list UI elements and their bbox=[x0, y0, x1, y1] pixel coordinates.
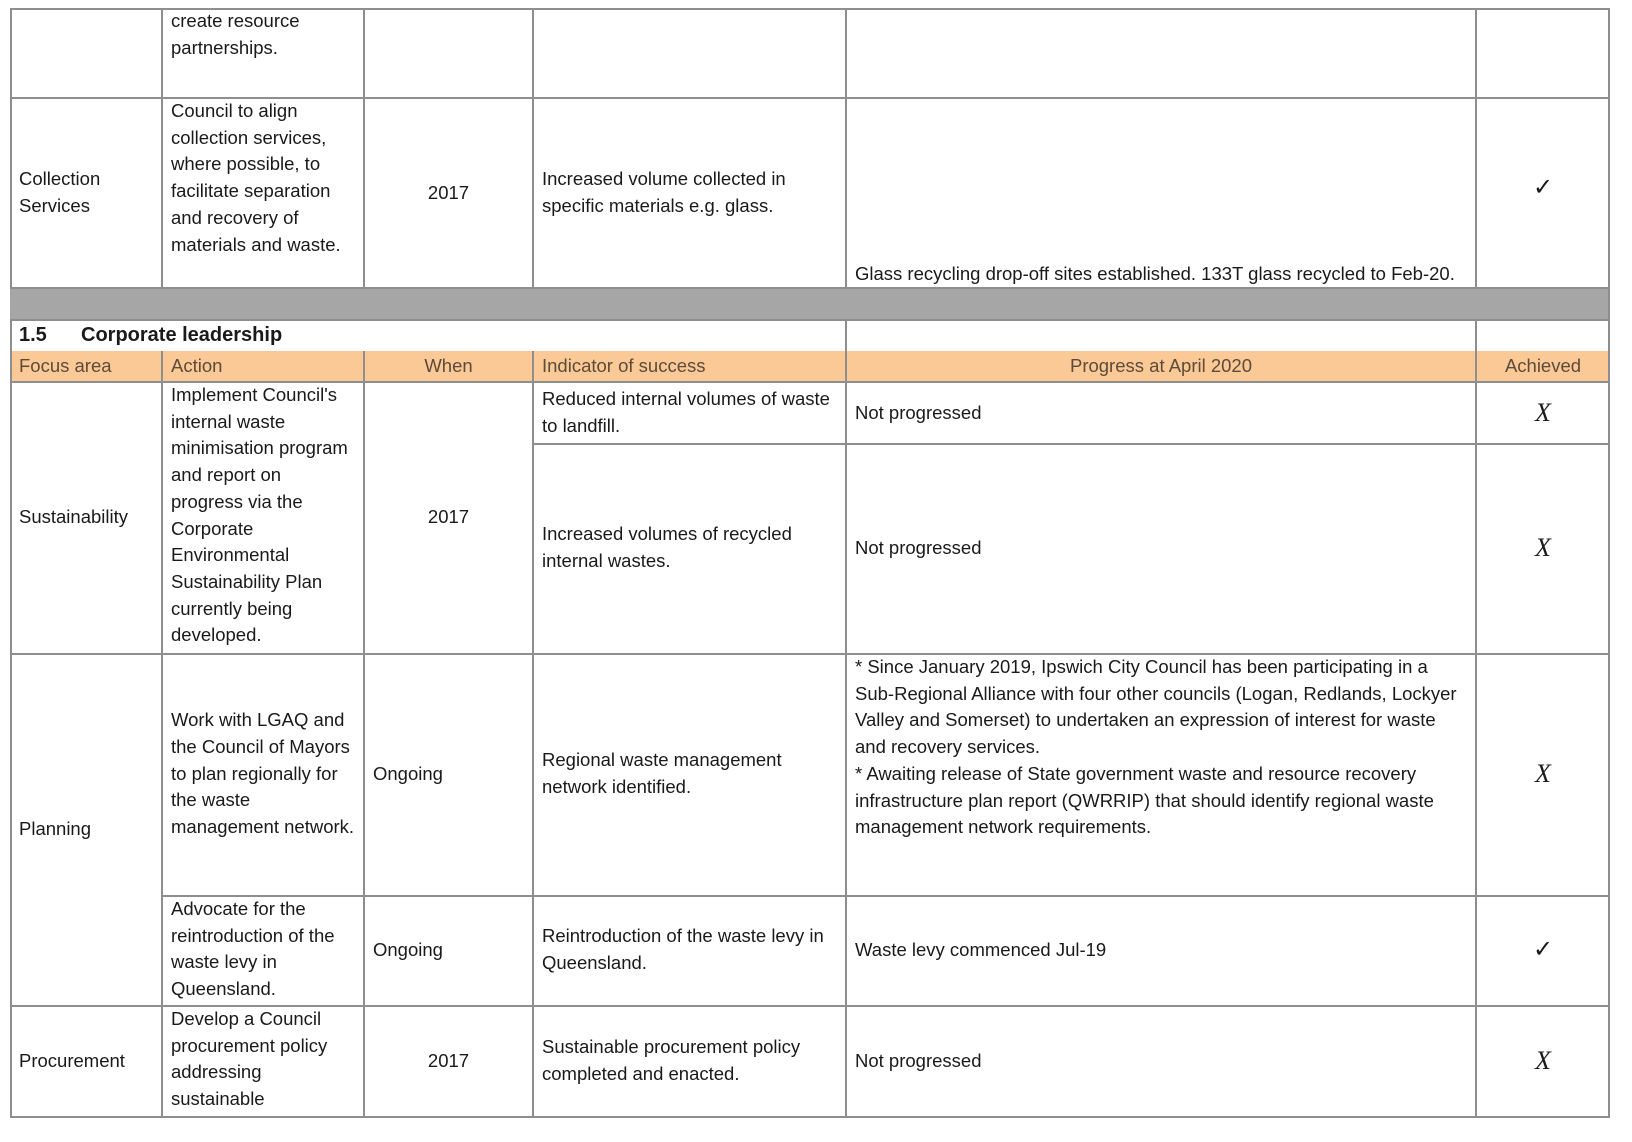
section-separator bbox=[10, 288, 1610, 320]
grid-line bbox=[845, 319, 847, 1118]
header-focus bbox=[10, 351, 162, 382]
top-row-action-text: create resource partnerships. bbox=[171, 10, 300, 58]
procurement-focus-text: Procurement bbox=[19, 1049, 125, 1071]
planning-indicator-2 bbox=[533, 896, 846, 1004]
grid-line bbox=[10, 319, 12, 1118]
action-plan-table bbox=[10, 8, 1610, 1120]
planning-focus-text: Planning bbox=[19, 817, 92, 839]
planning-when-2-text: Ongoing bbox=[373, 938, 443, 960]
grid-line bbox=[532, 8, 534, 288]
planning-progress-2-text: * Awaiting release of State government waste and resource recovery infrastructure plan report (QWRRIP) that should identify regional waste management network requirements. bbox=[855, 762, 1434, 838]
planning-action-1-text: Work with LGAQ and the Council of Mayors to plan regionally for the waste management network. bbox=[171, 709, 355, 838]
planning-focus bbox=[10, 654, 162, 1004]
planning-indicator-1 bbox=[533, 654, 846, 894]
header-indicator bbox=[533, 351, 846, 382]
collection-achieved bbox=[1476, 98, 1610, 288]
sustainability-indicator-2-text: Increased volumes of recycled internal wastes. bbox=[542, 523, 792, 571]
collection-progress bbox=[846, 98, 1476, 288]
header-achieved-text: Achieved bbox=[1504, 355, 1582, 377]
grid-line bbox=[363, 8, 365, 288]
collection-indicator-text: Increased volume collected in specific materials e.g. glass. bbox=[542, 168, 786, 216]
grid-line bbox=[1475, 8, 1477, 288]
collection-when-text: 2017 bbox=[427, 181, 470, 203]
procurement-progress-text: Not progressed bbox=[855, 1049, 982, 1071]
header-when bbox=[364, 351, 533, 382]
sustainability-progress-2-text: Not progressed bbox=[855, 536, 982, 558]
procurement-focus bbox=[10, 1006, 162, 1116]
procurement-when bbox=[364, 1006, 533, 1116]
grid-line bbox=[161, 351, 163, 1118]
sustainability-focus bbox=[10, 382, 162, 652]
planning-when-1-text: Ongoing bbox=[373, 762, 443, 784]
collection-when bbox=[364, 98, 533, 288]
sustainability-achieved-2 bbox=[1476, 444, 1610, 652]
checkmark-icon: ✓ bbox=[1532, 935, 1554, 963]
sustainability-indicator-1 bbox=[533, 382, 846, 444]
grid-line bbox=[363, 351, 365, 1118]
procurement-action-text: Develop a Council procurement policy addressing sustainable bbox=[171, 1008, 328, 1110]
planning-achieved-1 bbox=[1476, 654, 1610, 894]
planning-achieved-2 bbox=[1476, 896, 1610, 1004]
planning-when-2 bbox=[364, 896, 533, 1004]
grid-line bbox=[10, 97, 1610, 99]
grid-line bbox=[1608, 8, 1610, 1118]
procurement-action bbox=[162, 1006, 364, 1116]
grid-line bbox=[10, 1116, 1610, 1118]
top-row-action bbox=[162, 8, 364, 96]
planning-progress-2-cell-text: Waste levy commenced Jul-19 bbox=[855, 938, 1107, 960]
planning-action-2-text: Advocate for the reintroduction of the waste levy in Queensland. bbox=[171, 898, 335, 1000]
sustainability-action bbox=[162, 382, 364, 652]
header-indicator-text: Indicator of success bbox=[542, 355, 706, 377]
planning-indicator-1-text: Regional waste management network identified. bbox=[542, 749, 782, 797]
procurement-achieved bbox=[1476, 1006, 1610, 1116]
sustainability-when-text: 2017 bbox=[427, 505, 470, 527]
sustainability-achieved-1 bbox=[1476, 382, 1610, 444]
grid-line bbox=[10, 8, 12, 288]
cross-icon: X bbox=[1535, 1045, 1551, 1075]
grid-line bbox=[532, 351, 534, 1118]
grid-line bbox=[10, 1005, 1610, 1007]
sustainability-progress-1 bbox=[846, 382, 1476, 444]
header-action-text: Action bbox=[171, 355, 223, 377]
sustainability-focus-text: Sustainability bbox=[19, 505, 129, 527]
collection-focus-text: Collection Services bbox=[19, 168, 101, 216]
cross-icon: X bbox=[1535, 758, 1551, 788]
section-heading bbox=[10, 320, 846, 351]
cross-icon: X bbox=[1535, 397, 1551, 427]
planning-progress-2 bbox=[846, 896, 1476, 1004]
header-progress bbox=[846, 351, 1476, 382]
planning-progress-1-text: * Since January 2019, Ipswich City Council has been participating in a Sub-Regional Alliance with four other councils (Logan, Redlands, Lockyer Valley and Somerset) to undertaken an expression of interest for waste and recovery services. bbox=[855, 656, 1457, 758]
grid-line bbox=[10, 287, 1610, 289]
section-title: Corporate leadership bbox=[81, 324, 283, 347]
sustainability-action-text: Implement Council's internal waste minimisation program and report on progress via the Corporate Environmental Sustainability Plan currently being developed. bbox=[171, 384, 348, 646]
grid-line bbox=[845, 8, 847, 288]
planning-action-2 bbox=[162, 896, 364, 1004]
procurement-when-text: 2017 bbox=[427, 1049, 470, 1071]
sustainability-progress-2 bbox=[846, 444, 1476, 652]
planning-progress-1 bbox=[846, 654, 1476, 894]
collection-indicator bbox=[533, 98, 846, 288]
cross-icon: X bbox=[1535, 532, 1551, 562]
procurement-progress bbox=[846, 1006, 1476, 1116]
checkmark-icon: ✓ bbox=[1532, 173, 1554, 201]
collection-action bbox=[162, 98, 364, 288]
grid-line bbox=[10, 8, 1610, 10]
header-focus-text: Focus area bbox=[19, 355, 112, 377]
procurement-indicator-text: Sustainable procurement policy completed and enacted. bbox=[542, 1036, 801, 1084]
collection-action-text: Council to align collection services, where possible, to facilitate separation and recovery of materials and waste. bbox=[171, 100, 341, 255]
header-achieved bbox=[1476, 351, 1610, 382]
grid-line bbox=[10, 653, 1610, 655]
grid-line bbox=[1475, 319, 1477, 1118]
header-when-text: When bbox=[424, 355, 473, 377]
sustainability-progress-1-text: Not progressed bbox=[855, 401, 982, 423]
sustainability-when bbox=[364, 382, 533, 652]
grid-line bbox=[533, 443, 1610, 445]
sustainability-indicator-1-text: Reduced internal volumes of waste to landfill. bbox=[542, 388, 830, 436]
planning-action-1 bbox=[162, 654, 364, 894]
header-progress-text: Progress at April 2020 bbox=[1069, 355, 1253, 377]
grid-line bbox=[10, 319, 1610, 321]
planning-indicator-2-text: Reintroduction of the waste levy in Queensland. bbox=[542, 925, 824, 973]
grid-line bbox=[162, 895, 1610, 897]
collection-progress-text: Glass recycling drop-off sites established. 133T glass recycled to Feb-20. bbox=[855, 263, 1455, 285]
collection-focus bbox=[10, 98, 162, 288]
sustainability-indicator-2 bbox=[533, 444, 846, 652]
planning-when-1 bbox=[364, 654, 533, 894]
section-number: 1.5 bbox=[19, 324, 47, 347]
grid-line bbox=[10, 381, 1610, 383]
header-action bbox=[162, 351, 364, 382]
procurement-indicator bbox=[533, 1006, 846, 1116]
grid-line bbox=[161, 8, 163, 288]
